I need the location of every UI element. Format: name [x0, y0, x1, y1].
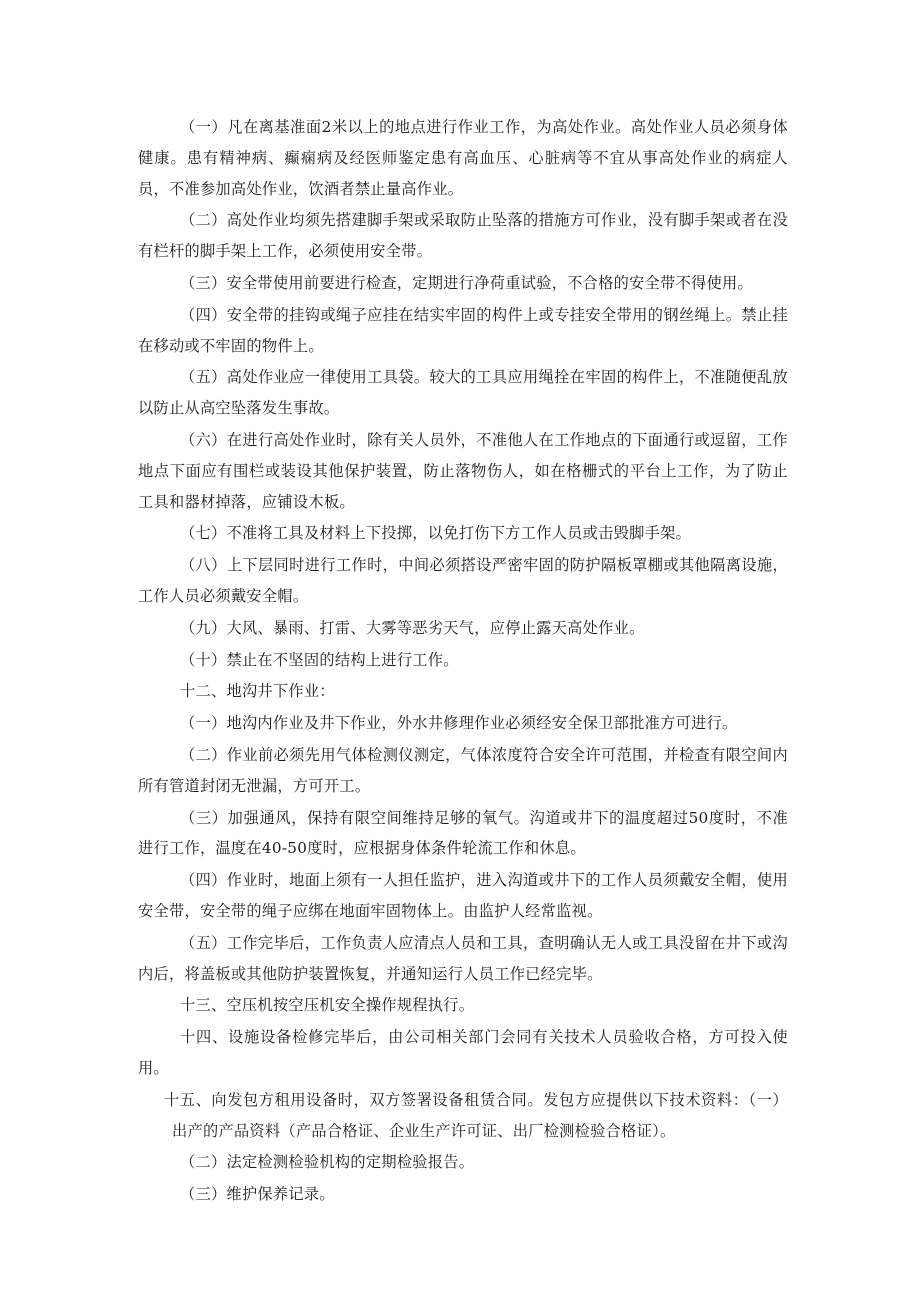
section-13: 十三、空压机按空压机安全操作规程执行。: [180, 996, 475, 1015]
paragraph-12-2: （二）作业前必须先用气体检测仪测定，气体浓度符合安全许可范围，并检查有限空间内所有管道封闭无泄漏，方可开工。: [138, 745, 788, 795]
paragraph-9: （九）大风、暴雨、打雷、大雾等恶劣天气，应停止露天高处作业。: [180, 618, 645, 637]
paragraph-8: （八）上下层同时进行工作时，中间必须搭设严密牢固的防护隔板罩棚或其他隔离设施，工作人员必须戴安全帽。: [138, 556, 788, 605]
paragraph-6: （六）在进行高处作业时，除有关人员外，不准他人在工作地点的下面通行或逗留，工作地点下面应有围栏或装设其他保护装置，防止落物伤人，如在格栅式的平台上工作，为了防止工具和器材掉落，应铺设木板。: [138, 430, 788, 511]
section-14: 十四、设施设备检修完毕后，由公司相关部门会同有关技术人员验收合格，方可投入使用。: [138, 1028, 788, 1077]
section-heading-12: 十二、地沟井下作业：: [180, 682, 335, 701]
document-body: [138, 112, 788, 1211]
paragraph-3: （三）安全带使用前要进行检查，定期进行净荷重试验，不合格的安全带不得使用。: [180, 273, 754, 292]
paragraph-7: （七）不准将工具及材料上下投掷，以免打伤下方工作人员或击毁脚手架。: [180, 524, 692, 543]
paragraph-15-3: （三）维护保养记录。: [180, 1185, 335, 1204]
paragraph-12-5: （五）工作完毕后，工作负责人应清点人员和工具，查明确认无人或工具没留在井下或沟内后，将盖板或其他防护装置恢复，并通知运行人员工作已经完毕。: [138, 933, 788, 983]
paragraph-5: （五）高处作业应一律使用工具袋。较大的工具应用绳拴在牢固的构件上，不准随便乱放以防止从高空坠落发生事故。: [138, 368, 788, 418]
paragraph-12-1: （一）地沟内作业及井下作业，外水井修理作业必须经安全保卫部批准方可进行。: [180, 714, 738, 733]
paragraph-2: （二）高处作业均须先搭建脚手架或采取防止坠落的措施方可作业，没有脚手架或者在没有栏杆的脚手架上工作，必须使用安全带。: [138, 211, 788, 261]
paragraph-12-4: （四）作业时，地面上须有一人担任监护，进入沟道或井下的工作人员须戴安全帽，使用安全带，安全带的绳子应绑在地面牢固物体上。由监护人经常监视。: [138, 871, 788, 920]
section-15: 十五、向发包方租用设备时，双方签署设备租赁合同。发包方应提供以下技术资料：（一）出产的产品资料（产品合格证、企业生产许可证、出厂检测检验合格证）。: [164, 1090, 788, 1140]
paragraph-10: （十）禁止在不坚固的结构上进行工作。: [180, 650, 459, 669]
paragraph-15-2: （二）法定检测检验机构的定期检验报告。: [180, 1153, 475, 1172]
paragraph-1: （一）凡在离基准面2米以上的地点进行作业工作，为高处作业。高处作业人员必须身体健康。患有精神病、癫痫病及经医师鉴定患有高血压、心脏病等不宜从事高处作业的病症人员，不准参加高处作业，饮酒者禁止量高作业。: [138, 118, 788, 198]
paragraph-12-3: （三）加强通风，保持有限空间维持足够的氧气。沟道或井下的温度超过50度时，不准进行工作，温度在40-50度时，应根据身体条件轮流工作和休息。: [138, 808, 788, 858]
paragraph-4: （四）安全带的挂钩或绳子应挂在结实牢固的构件上或专挂安全带用的钢丝绳上。禁止挂在移动或不牢固的物件上。: [138, 305, 788, 355]
